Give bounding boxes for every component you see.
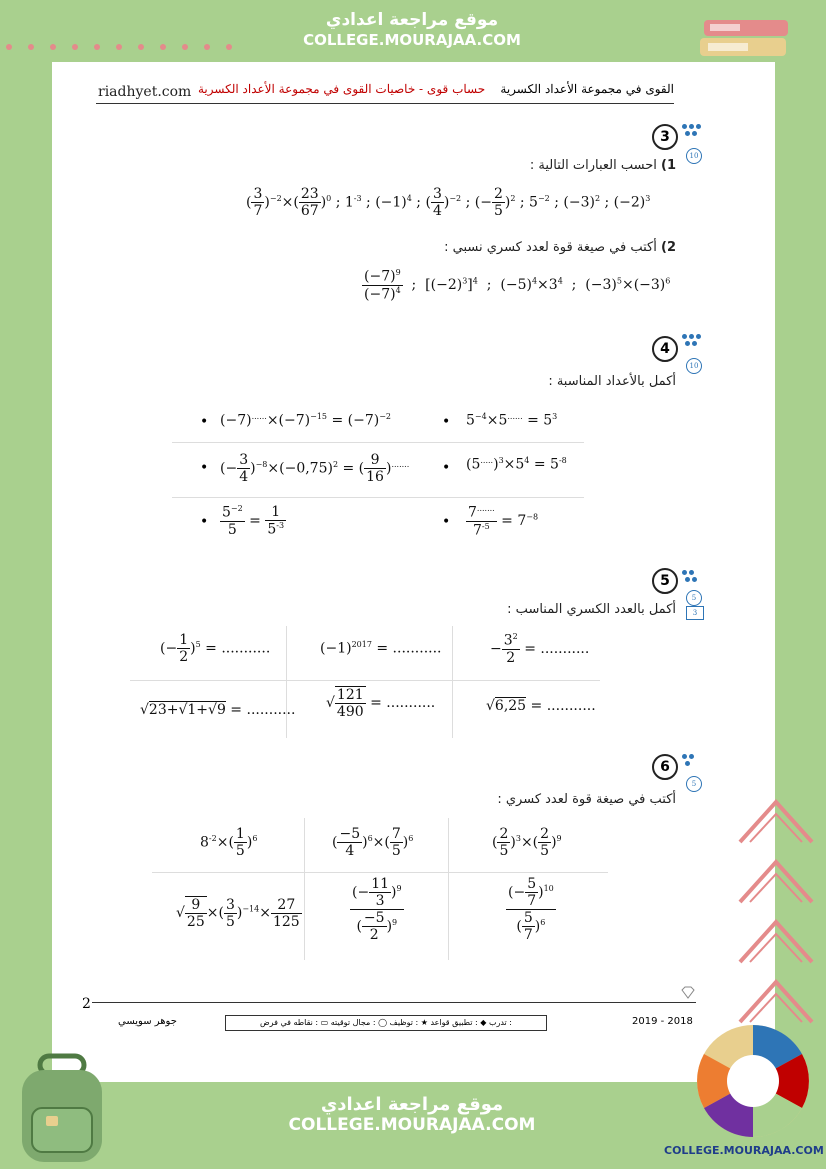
chevron-up-icon (736, 916, 816, 966)
exercise-number-badge: 3 (652, 124, 678, 150)
ex5-cell-3: − $\frac{3^2}{2}$ = ........... (490, 632, 590, 666)
decorative-dots (0, 44, 250, 52)
site-name: riadhyet.com (98, 84, 192, 100)
corner-logo-url[interactable]: COLLEGE.MOURAJAA.COM (664, 1144, 824, 1157)
ex5-cell-5: √ $\frac{121}{490}$ = ........... (326, 687, 436, 720)
ex6-question: أكتب في صيغة قوة لعدد كسري : (497, 792, 676, 807)
q-text: أكتب في صيغة قوة لعدد كسري نسبي : (444, 240, 657, 255)
ex5-cell-6: √6,25 = ........... (486, 698, 596, 714)
table-divider (452, 626, 453, 738)
backpack-icon (12, 1052, 112, 1164)
banner-url[interactable]: COLLEGE.MOURAJAA.COM (303, 31, 521, 49)
ex3-q1 (530, 158, 676, 173)
school-year: 2019 - 2018 (632, 1016, 693, 1027)
difficulty-dots-icon (682, 334, 702, 352)
ex3-q2 (444, 240, 676, 255)
exercise-number-badge: 4 (652, 336, 678, 362)
score-box: 3 (686, 606, 704, 620)
footer-divider (92, 1002, 696, 1003)
ex6-cell-1: $8^{-2}\times$( $\frac{1}{5}$ )$^6$ (200, 826, 258, 859)
exercise-number-badge: 5 (652, 568, 678, 594)
ex4-item-5: $\frac{5^{-2}}{5}$ = $\frac{1}{5^{-3}}$ (222, 504, 285, 538)
legend-box: : تدرب ◆ : تطبيق قواعد ★ : توظيف ◯ : مجال توقيته ▭ : نقاطه في فرض (225, 1015, 547, 1031)
ex5-cell-1: (− $\frac{1}{2}$ )$^5$ = ........... (160, 632, 271, 665)
exercise-number-badge: 6 (652, 754, 678, 780)
ex4-item-3: (− $\frac{3}{4}$ )$^{-8}\times(-0,75)^2$ = ( $\frac{9}{16}$ )....... (220, 452, 410, 485)
ex3-expressions-1: ( $\frac{3}{7}$ )$^{-2}$×( $\frac{23}{67}$ )$^0$ ; $1^{-3}$ ; $(-1)^4$ ; ( $\frac{3}{4}$ )$^{-2}$ ; (− $\frac{2}{5}$ )$^2$ ; $5^{-2}$ ; $(-3)^2$ ; $(-2)^3$ (246, 186, 651, 219)
ex4-item-4: $(5^{.....})^3\times 5^4 = 5^{-8}$ (466, 456, 567, 473)
bottom-banner (266, 1086, 558, 1152)
page-number: 2 (82, 996, 91, 1012)
ex5-cell-2: $(-1)^{2017}$ = ........... (320, 640, 442, 657)
q-number: 1) (661, 158, 676, 173)
score-circle: 10 (686, 358, 702, 374)
bullet: • (442, 414, 451, 430)
top-banner (266, 6, 558, 58)
author-name: جوهر سويسي (118, 1016, 177, 1027)
header-title-red: حساب قوى - خاصيات القوى في مجموعة الأعداد الكسرية (198, 82, 486, 96)
ex6-cell-5: (− $\frac{11}{3}$ )$^9$ ( $\frac{-5}{2}$ )$^9$ (352, 876, 402, 943)
table-divider (172, 442, 584, 443)
q-text: احسب العبارات التالية : (529, 158, 657, 173)
ex6-cell-4: √ $\frac{9}{25}$ ×( $\frac{3}{5}$ )$^{-14}$× $\frac{27}{125}$ (176, 896, 300, 930)
difficulty-dots-icon (682, 124, 702, 142)
score-circle: 10 (686, 148, 702, 164)
chevron-up-icon (736, 796, 816, 846)
score-circle: 5 (686, 776, 702, 792)
ex6-cell-2: ( $\frac{-5}{4}$ )$^6$×( $\frac{7}{5}$ )$^6$ (332, 826, 414, 859)
chevron-up-icon (736, 856, 816, 906)
banner-arabic: موقع مراجعة اعدادي (325, 10, 499, 30)
college-logo (694, 1022, 812, 1140)
ex5-cell-4: √23+√1+√9 = ........... (140, 702, 296, 718)
chevron-up-icon (736, 976, 816, 1026)
banner-url[interactable]: COLLEGE.MOURAJAA.COM (288, 1115, 536, 1135)
ex6-cell-6: (− $\frac{5}{7}$ )$^{10}$ ( $\frac{5}{7}$ )$^6$ (508, 876, 554, 943)
score-circle: 5 (686, 590, 702, 606)
diamond-icon (680, 986, 696, 1000)
table-divider (448, 818, 449, 960)
difficulty-dots-icon (682, 754, 702, 772)
bullet: • (442, 514, 451, 530)
ex4-question: أكمل بالأعداد المناسبة : (548, 374, 676, 389)
ex4-item-1: $(-7)^{......}\times(-7)^{-15} = (-7)^{-2}$ (220, 412, 392, 429)
table-divider (172, 497, 584, 498)
ex4-item-6: $\frac{7^{.......}}{7^{-5}}$ = $7^{-8}$ (468, 504, 539, 539)
ex4-item-2: $5^{-4}\times 5^{......} = 5^3$ (466, 412, 558, 429)
bullet: • (442, 460, 451, 476)
difficulty-dots-icon (682, 570, 702, 588)
table-divider (130, 680, 600, 681)
ex6-cell-3: ( $\frac{2}{5}$ )$^3$×( $\frac{2}{5}$ )$^9$ (492, 826, 562, 859)
ex3-expressions-2: $\frac{(-7)^9}{(-7)^4}$ ; $[(-2)^3]^4$ ; $(-5)^4\times 3^4$ ; $(-3)^5\times(-3)^6$ (364, 268, 671, 303)
table-divider (286, 626, 287, 738)
table-divider (152, 872, 608, 873)
bullet: • (200, 414, 209, 430)
q-number: 2) (661, 240, 676, 255)
bullet: • (200, 460, 209, 476)
page-header-title (198, 82, 674, 96)
ex5-question: أكمل بالعدد الكسري المناسب : (507, 602, 676, 617)
bullet: • (200, 514, 209, 530)
table-divider (304, 818, 305, 960)
banner-arabic: موقع مراجعة اعدادي (320, 1094, 504, 1115)
header-divider (96, 103, 674, 104)
header-title-black: القوى في مجموعة الأعداد الكسرية (500, 82, 674, 96)
